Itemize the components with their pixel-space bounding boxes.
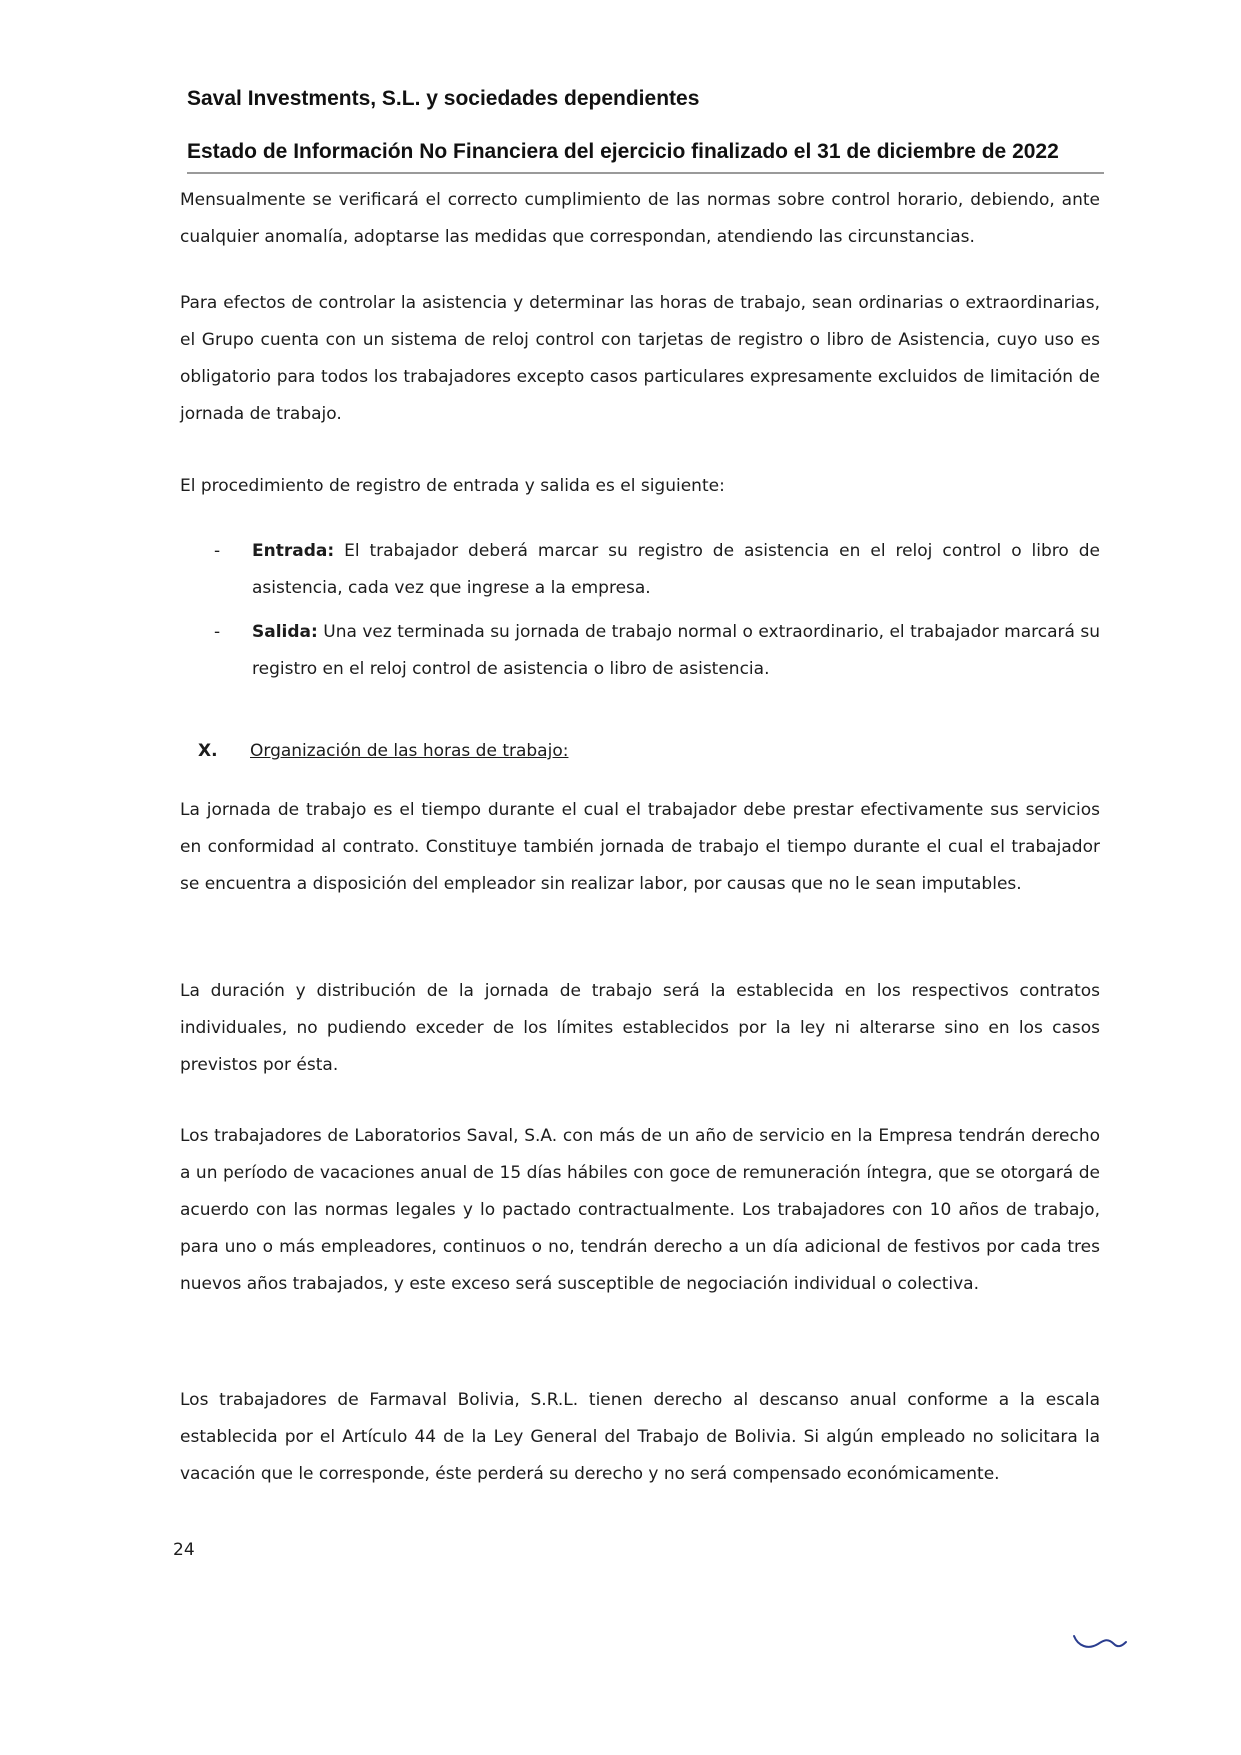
paragraph-vacations-bolivia: Los trabajadores de Farmaval Bolivia, S.R.L. tienen derecho al descanso anual conforme a la escala establecida por el Artículo 44 de la Ley General del Trabajo de Bolivia. Si algún empleado no solicitara la vacación que le corresponde, éste perderá su derecho y no será compensado económicamente. (180, 1390, 1100, 1484)
paragraph-attendance-control: Para efectos de controlar la asistencia y determinar las horas de trabajo, sean ordinarias o extraordinarias, el Grupo cuenta con un sistema de reloj control con tarjetas de registro o libro de Asistencia, cuyo uso es obligatorio para todos los trabajadores excepto casos particulares expresamente excluidos de limitación de jornada de trabajo. (180, 293, 1100, 424)
list-bullet: - (214, 541, 221, 561)
list-term: Entrada: (252, 541, 335, 561)
list-text: Una vez terminada su jornada de trabajo normal o extraordinario, el trabajador marcará su registro en el reloj control de asistencia o libro de asistencia. (252, 622, 1100, 679)
company-header: Saval Investments, S.L. y sociedades dependientes (187, 87, 700, 110)
list-item-entrada (252, 533, 1100, 607)
header-rule (187, 172, 1104, 174)
section-title: Organización de las horas de trabajo: (250, 741, 569, 761)
paragraph-procedure-intro: El procedimiento de registro de entrada y salida es el siguiente: (180, 476, 725, 496)
initials-signature-mark (1070, 1630, 1130, 1654)
list-text: El trabajador deberá marcar su registro de asistencia en el reloj control o libro de asistencia, cada vez que ingrese a la empresa. (252, 541, 1100, 598)
report-title: Estado de Información No Financiera del ejercicio finalizado el 31 de diciembre de 2022 (187, 140, 1059, 163)
paragraph-working-day: La jornada de trabajo es el tiempo durante el cual el trabajador debe prestar efectivamente sus servicios en conformidad al contrato. Constituye también jornada de trabajo el tiempo durante el cual el trabajador se encuentra a disposición del empleador sin realizar labor, por causas que no le sean imputables. (180, 800, 1100, 894)
list-term: Salida: (252, 622, 318, 642)
list-bullet: - (214, 622, 221, 642)
paragraph-monthly-verification: Mensualmente se verificará el correcto cumplimiento de las normas sobre control horario, debiendo, ante cualquier anomalía, adoptarse las medidas que correspondan, atendiendo las circunstancias. (180, 190, 1100, 247)
page-number: 24 (173, 1540, 195, 1560)
paragraph-duration: La duración y distribución de la jornada de trabajo será la establecida en los respectivos contratos individuales, no pudiendo exceder de los límites establecidos por la ley ni alterarse sino en los casos previstos por ésta. (180, 981, 1100, 1075)
list-item-salida (252, 614, 1100, 688)
section-number: X. (198, 741, 218, 761)
paragraph-vacations-chile: Los trabajadores de Laboratorios Saval, S.A. con más de un año de servicio en la Empresa tendrán derecho a un período de vacaciones anual de 15 días hábiles con goce de remuneración íntegra, que se otorgará de acuerdo con las normas legales y lo pactado contractualmente. Los trabajadores con 10 años de trabajo, para uno o más empleadores, continuos o no, tendrán derecho a un día adicional de festivos por cada tres nuevos años trabajados, y este exceso será susceptible de negociación individual o colectiva. (180, 1126, 1100, 1294)
